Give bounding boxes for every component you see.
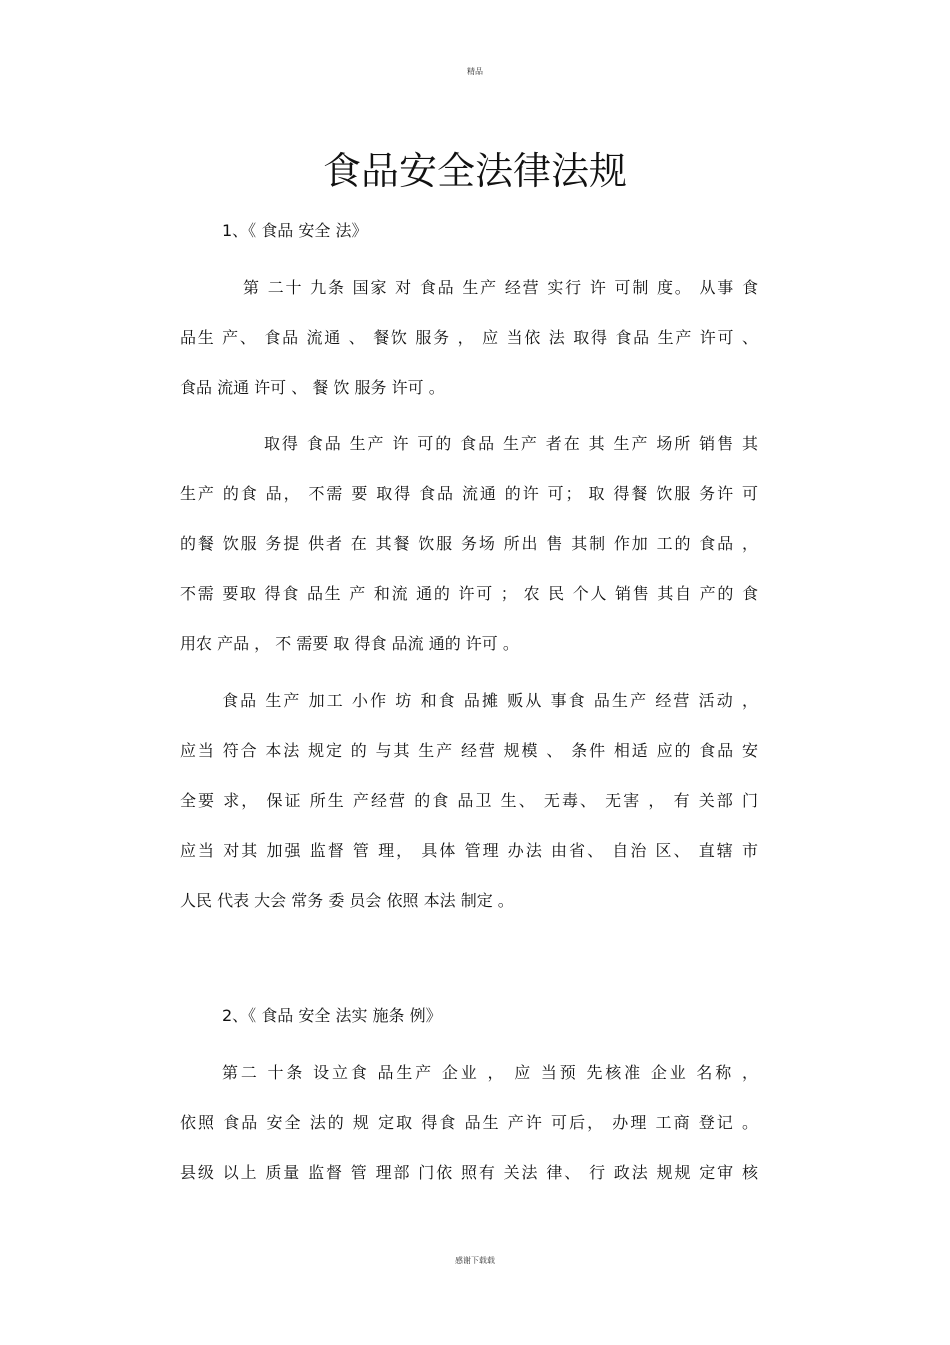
page-header: 精品 [467, 67, 483, 76]
page-footer: 感谢下载载 [455, 1256, 495, 1265]
text-line: 县级 以上 质量 监督 管 理部 门依 照有 关法 律、 行 政法 规规 定审 核 [180, 1163, 758, 1182]
text-line: 应当 符合 本法 规定 的 与其 生产 经营 规模 、 条件 相适 应的 食品 安 [180, 741, 758, 760]
text-line: 人民 代表 大会 常务 委 员会 依照 本法 制定 。 [180, 891, 514, 910]
text-line: 食品 流通 许可 、 餐 饮 服务 许可 。 [180, 378, 445, 397]
text-line: 品生 产、 食品 流通 、 餐饮 服务 ， 应 当依 法 取得 食品 生产 许可 、 [180, 328, 758, 347]
text-line: 取得 食品 生产 许 可的 食品 生产 者在 其 生产 场所 销售 其 [264, 434, 758, 453]
section-heading-food-safety-law: 1、《 食品 安全 法》 [222, 221, 368, 240]
text-line: 应当 对其 加强 监督 管 理， 具体 管理 办法 由省、 自治 区、 直辖 市 [180, 841, 758, 860]
text-line: 第 二十 九条 国家 对 食品 生产 经营 实行 许 可制 度。 从事 食 [243, 278, 758, 297]
text-line: 的餐 饮服 务提 供者 在 其餐 饮服 务场 所出 售 其制 作加 工的 食品 ， [180, 534, 758, 553]
text-line: 不需 要取 得食 品生 产 和流 通的 许可 ； 农 民 个人 销售 其自 产的 食 [180, 584, 758, 603]
text-line: 用农 产品 ， 不 需要 取 得食 品流 通的 许可 。 [180, 634, 519, 653]
text-line: 依照 食品 安全 法的 规 定取 得食 品生 产许 可后， 办理 工商 登记 。 [180, 1113, 758, 1132]
page-title: 食品安全法律法规 [322, 149, 627, 193]
text-line: 食品 生产 加工 小作 坊 和食 品摊 贩从 事食 品生产 经营 活动 ， [222, 691, 758, 710]
section-heading-implementation-regulations: 2、《 食品 安全 法实 施条 例》 [222, 1006, 442, 1025]
paragraph-permit-exemptions [180, 419, 758, 669]
text-line: 全要 求， 保证 所生 产经营 的食 品卫 生、 无毒、 无害 ， 有 关部 门 [180, 791, 758, 810]
text-line: 第二 十条 设立食 品生产 企业 ， 应 当预 先核准 企业 名称 ， [222, 1063, 758, 1082]
text-line: 生产 的食 品， 不需 要 取得 食品 流通 的许 可； 取 得餐 饮服 务许 可 [180, 484, 758, 503]
paragraph-article-29 [180, 263, 758, 413]
paragraph-article-20 [180, 1048, 758, 1198]
paragraph-small-workshops [180, 676, 758, 926]
